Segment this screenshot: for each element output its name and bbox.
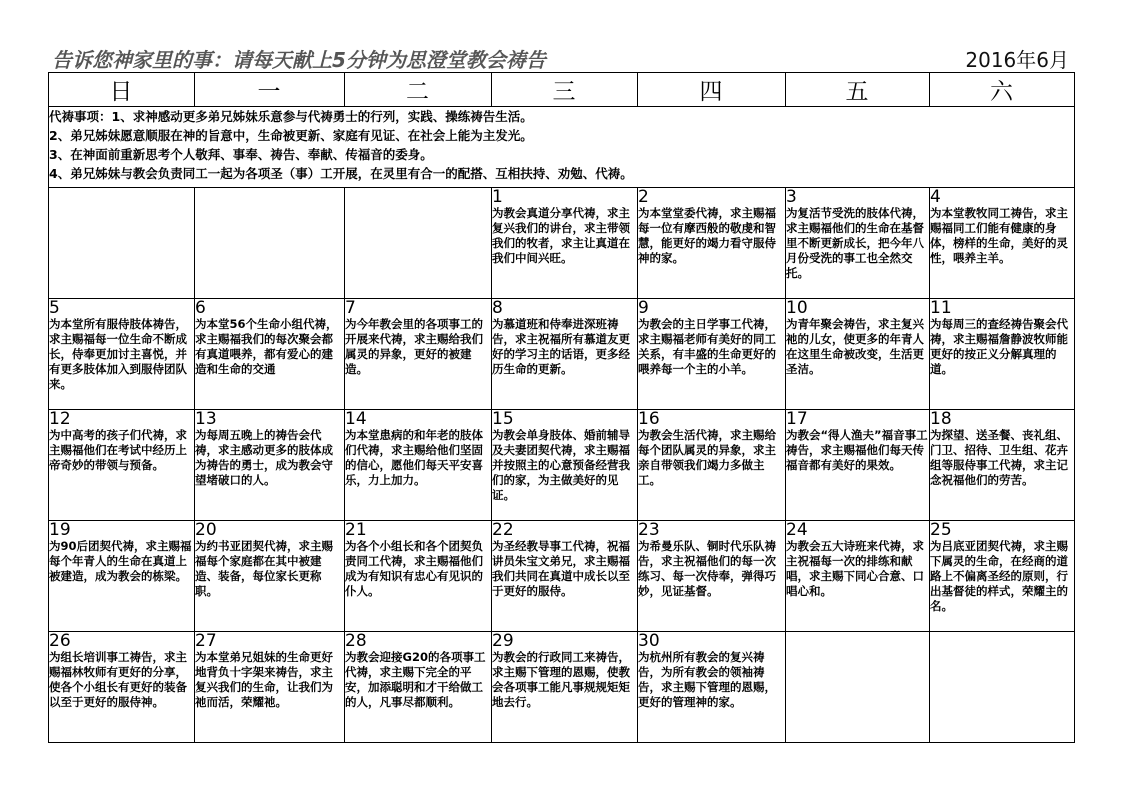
day-prayer-text: 为圣经教导事工代祷，祝福讲员朱宝文弟兄，求主赐福我们共同在真道中成长以至于更好的服侍。 bbox=[492, 539, 630, 598]
day-number: 22 bbox=[492, 520, 514, 540]
day-number: 23 bbox=[638, 520, 660, 540]
day-number: 29 bbox=[492, 631, 514, 651]
day-number: 14 bbox=[345, 409, 367, 429]
day-number: 15 bbox=[492, 409, 514, 429]
week-row-5 bbox=[49, 632, 1075, 743]
day-cell-2 bbox=[638, 188, 786, 299]
day-prayer-text: 为吕底亚团契代祷，求主赐下属灵的生命，在经商的道路上不偏离圣经的原则，行出基督徒的样式，荣耀主的名。 bbox=[930, 539, 1068, 613]
day-cell-21 bbox=[345, 521, 492, 632]
day-number: 16 bbox=[638, 409, 660, 429]
note-line: 4、弟兄姊妹与教会负责同工一起为各项圣（事）工开展，在灵里有合一的配搭、互相扶持、劝勉、代祷。 bbox=[49, 166, 633, 181]
day-prayer-text: 为探望、送圣餐、丧礼组、门卫、招待、卫生组、花卉组等服侍事工代祷，求主记念祝福他们的劳苦。 bbox=[930, 428, 1068, 487]
day-prayer-text: 为各个小组长和各个团契负责同工代祷，求主赐福他们成为有知识有忠心有见识的仆人。 bbox=[345, 539, 483, 598]
weekday-thu: 四 bbox=[638, 73, 786, 107]
weekday-sat: 六 bbox=[930, 73, 1075, 107]
day-prayer-text: 为本堂弟兄姐妹的生命更好地背负十字架来祷告，求主复兴我们的生命，让我们为祂而活，荣耀祂。 bbox=[195, 650, 333, 709]
day-cell-3 bbox=[786, 188, 930, 299]
week-row-1 bbox=[49, 188, 1075, 299]
day-cell-20 bbox=[195, 521, 345, 632]
day-number: 30 bbox=[638, 631, 660, 651]
day-number: 9 bbox=[638, 298, 649, 318]
day-number: 6 bbox=[195, 298, 206, 318]
day-prayer-text: 为杭州所有教会的复兴祷告，为所有教会的领袖祷告，求主赐下管理的恩赐，更好的管理神的家。 bbox=[638, 650, 776, 709]
day-prayer-text: 为教会的主日学事工代祷，求主赐福老师有美好的同工关系，有丰盛的生命更好的喂养每一个主的小羊。 bbox=[638, 317, 776, 376]
day-number: 2 bbox=[638, 187, 649, 207]
day-number: 12 bbox=[49, 409, 71, 429]
day-prayer-text: 为每周五晚上的祷告会代祷，求主感动更多的肢体成为祷告的勇士，成为教会守望堵破口的人。 bbox=[195, 428, 333, 487]
day-cell-25 bbox=[930, 521, 1075, 632]
day-cell-27 bbox=[195, 632, 345, 743]
day-prayer-text: 为希曼乐队、铜时代乐队祷告，求主祝福他们的每一次练习、每一次侍奉，弹得巧妙，见证基督。 bbox=[638, 539, 776, 598]
prayer-notes bbox=[49, 107, 1075, 188]
day-cell-12 bbox=[49, 410, 195, 521]
empty-day-cell bbox=[49, 188, 195, 299]
day-number: 18 bbox=[930, 409, 952, 429]
day-number: 8 bbox=[492, 298, 503, 318]
day-prayer-text: 为本堂患病的和年老的肢体们代祷，求主赐给他们坚固的信心，愿他们每天平安喜乐，力上加力。 bbox=[345, 428, 483, 487]
day-cell-22 bbox=[492, 521, 638, 632]
day-number: 3 bbox=[786, 187, 797, 207]
day-number: 25 bbox=[930, 520, 952, 540]
weekday-mon: 一 bbox=[195, 73, 345, 107]
day-cell-19 bbox=[49, 521, 195, 632]
day-cell-4 bbox=[930, 188, 1075, 299]
note-line: 2、弟兄姊妹愿意顺服在神的旨意中，生命被更新、家庭有见证、在社会上能为主发光。 bbox=[49, 128, 533, 143]
day-cell-1 bbox=[492, 188, 638, 299]
weekday-fri: 五 bbox=[786, 73, 930, 107]
empty-day-cell bbox=[786, 632, 930, 743]
day-number: 7 bbox=[345, 298, 356, 318]
day-cell-9 bbox=[638, 299, 786, 410]
day-number: 27 bbox=[195, 631, 217, 651]
day-cell-23 bbox=[638, 521, 786, 632]
day-prayer-text: 为复活节受洗的肢体代祷，求主赐福他们的生命在基督里不断更新成长，把今年八月份受洗的事工也全然交托。 bbox=[786, 206, 924, 280]
day-number: 1 bbox=[492, 187, 503, 207]
day-cell-18 bbox=[930, 410, 1075, 521]
weekday-tue: 二 bbox=[345, 73, 492, 107]
weekday-sun: 日 bbox=[49, 73, 195, 107]
day-cell-24 bbox=[786, 521, 930, 632]
day-prayer-text: 为90后团契代祷，求主赐福每个年青人的生命在真道上被建造，成为教会的栋梁。 bbox=[49, 539, 192, 583]
day-cell-26 bbox=[49, 632, 195, 743]
page-title: 告诉您神家里的事：请每天献上5分钟为思澄堂教会祷告 bbox=[52, 48, 546, 72]
empty-day-cell bbox=[195, 188, 345, 299]
day-number: 21 bbox=[345, 520, 367, 540]
empty-day-cell bbox=[930, 632, 1075, 743]
day-prayer-text: 为本堂56个生命小组代祷，求主赐福我们的每次聚会都有真道喂养，都有爱心的建造和生命的交通 bbox=[195, 317, 338, 376]
day-number: 17 bbox=[786, 409, 808, 429]
empty-day-cell bbox=[345, 188, 492, 299]
day-cell-17 bbox=[786, 410, 930, 521]
day-number: 13 bbox=[195, 409, 217, 429]
day-prayer-text: 为本堂教牧同工祷告，求主赐福同工们能有健康的身体，榜样的生命，美好的灵性，喂养主羊。 bbox=[930, 206, 1068, 265]
weekday-header-row bbox=[49, 73, 1075, 107]
week-row-4 bbox=[49, 521, 1075, 632]
day-prayer-text: 为慕道班和侍奉进深班祷告，求主祝福所有慕道友更好的学习主的话语，更多经历生命的更新。 bbox=[492, 317, 630, 376]
day-number: 5 bbox=[49, 298, 60, 318]
day-prayer-text: 为本堂堂委代祷，求主赐福每一位有摩西般的敬虔和智慧，能更好的竭力看守服侍神的家。 bbox=[638, 206, 776, 265]
notes-row bbox=[49, 107, 1075, 188]
day-prayer-text: 为教会迎接G20的各项事工代祷，求主赐下完全的平安，加添聪明和才干给做工的人，凡事尽都顺利。 bbox=[345, 650, 486, 709]
day-number: 19 bbox=[49, 520, 71, 540]
day-cell-29 bbox=[492, 632, 638, 743]
day-cell-5 bbox=[49, 299, 195, 410]
day-number: 20 bbox=[195, 520, 217, 540]
day-number: 26 bbox=[49, 631, 71, 651]
day-cell-30 bbox=[638, 632, 786, 743]
day-prayer-text: 为教会单身肢体、婚前辅导及夫妻团契代祷，求主赐福并按照主的心意预备经营我们的家，为主做美好的见证。 bbox=[492, 428, 630, 502]
note-line: 3、在神面前重新思考个人敬拜、事奉、祷告、奉献、传福音的委身。 bbox=[49, 147, 433, 162]
day-cell-16 bbox=[638, 410, 786, 521]
day-number: 24 bbox=[786, 520, 808, 540]
day-cell-13 bbox=[195, 410, 345, 521]
day-cell-8 bbox=[492, 299, 638, 410]
day-number: 10 bbox=[786, 298, 808, 318]
week-row-3 bbox=[49, 410, 1075, 521]
day-cell-15 bbox=[492, 410, 638, 521]
day-cell-6 bbox=[195, 299, 345, 410]
day-prayer-text: 为约书亚团契代祷，求主赐福每个家庭都在其中被建造、装备，每位家长更称职。 bbox=[195, 539, 333, 598]
week-row-2 bbox=[49, 299, 1075, 410]
day-cell-7 bbox=[345, 299, 492, 410]
day-cell-11 bbox=[930, 299, 1075, 410]
day-prayer-text: 为青年聚会祷告，求主复兴祂的儿女，使更多的年青人在这里生命被改变，生活更圣洁。 bbox=[786, 317, 924, 376]
day-prayer-text: 为今年教会里的各项事工的开展来代祷，求主赐给我们属灵的异象，更好的被建造。 bbox=[345, 317, 483, 376]
day-cell-10 bbox=[786, 299, 930, 410]
month-label: 2016年6月 bbox=[965, 48, 1069, 72]
day-prayer-text: 为教会真道分享代祷，求主复兴我们的讲台，求主带领我们的牧者，求主让真道在我们中间兴旺。 bbox=[492, 206, 630, 265]
day-prayer-text: 为组长培训事工祷告，求主赐福林牧师有更好的分享，使各个小组长有更好的装备以至于更好的服侍神。 bbox=[49, 650, 187, 709]
day-prayer-text: 为每周三的查经祷告聚会代祷，求主赐福詹静波牧师能更好的按正义分解真理的道。 bbox=[930, 317, 1068, 376]
day-prayer-text: 为本堂所有服侍肢体祷告，求主赐福每一位生命不断成长，侍奉更加讨主喜悦，并有更多肢体加入到服侍团队来。 bbox=[49, 317, 187, 391]
day-prayer-text: 为教会五大诗班来代祷，求主祝福每一次的排练和献唱，求主赐下同心合意、口唱心和。 bbox=[786, 539, 924, 598]
day-cell-14 bbox=[345, 410, 492, 521]
day-prayer-text: 为教会“得人渔夫”福音事工祷告，求主赐福他们每天传福音都有美好的果效。 bbox=[786, 428, 928, 472]
day-prayer-text: 为中高考的孩子们代祷，求主赐福他们在考试中经历上帝奇妙的带领与预备。 bbox=[49, 428, 187, 472]
day-number: 4 bbox=[930, 187, 941, 207]
calendar-table bbox=[48, 72, 1075, 743]
day-prayer-text: 为教会生活代祷，求主赐给每个团队属灵的异象，求主亲自带领我们竭力多做主工。 bbox=[638, 428, 776, 487]
weekday-wed: 三 bbox=[492, 73, 638, 107]
day-number: 28 bbox=[345, 631, 367, 651]
day-number: 11 bbox=[930, 298, 952, 318]
day-cell-28 bbox=[345, 632, 492, 743]
note-line: 代祷事项：1、求神感动更多弟兄姊妹乐意参与代祷勇士的行列，实践、操练祷告生活。 bbox=[49, 109, 533, 124]
day-prayer-text: 为教会的行政同工来祷告，求主赐下管理的恩赐，使教会各项事工能凡事规规矩矩地去行。 bbox=[492, 650, 630, 709]
